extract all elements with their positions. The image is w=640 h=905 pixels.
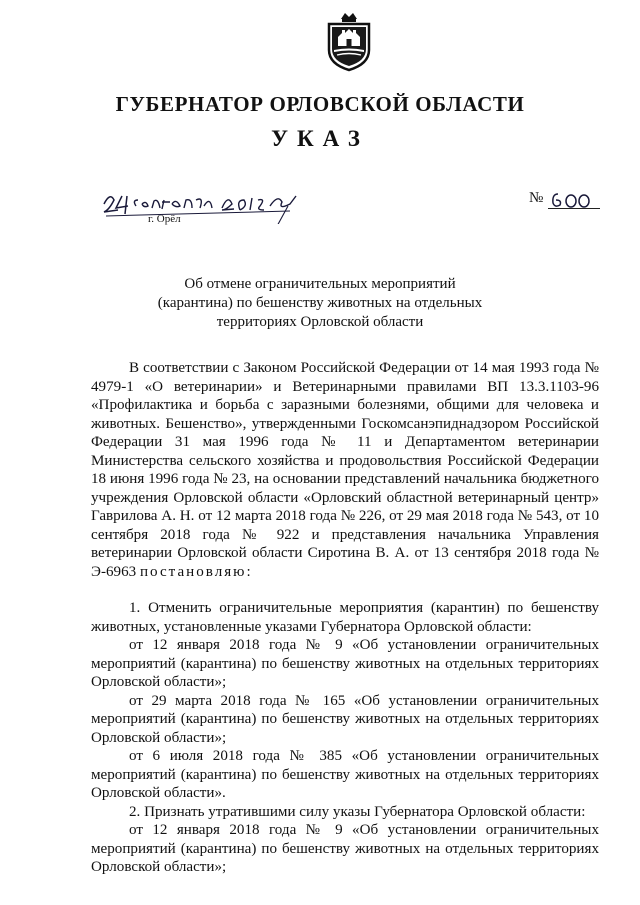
clause-2-item: от 12 января 2018 года № 9 «Об установлении ограничительных мероприятий (карантина) по бешенству животных на отдельных территориях Орловской области»;: [91, 822, 599, 875]
preamble-paragraph: [91, 359, 599, 581]
subject-line: (карантина) по бешенству животных на отдельных: [157, 295, 483, 311]
clause-1: 1. Отменить ограничительные мероприятия (карантин) по бешенству животных, установленные указами Губернатора Орловской области:: [91, 600, 599, 635]
subject-line: территориях Орловской области: [216, 314, 424, 330]
clause-1-item: от 12 января 2018 года № 9 «Об установлении ограничительных мероприятий (карантина) по бешенству животных на отдельных территориях Орловской области»;: [91, 637, 599, 690]
handwritten-number: [548, 186, 598, 210]
clause-1-item: от 6 июля 2018 года № 385 «Об установлении ограничительных мероприятий (карантина) по бешенству животных на отдельных территориях Орловской области».: [91, 748, 599, 801]
document-body: [91, 359, 599, 877]
place-of-issue: г. Орёл: [148, 213, 181, 225]
preamble-text: В соответствии с Законом Российской Федерации от 14 мая 1993 года № 4979-1 «О ветеринарии» и Ветеринарными правилами ВП 13.3.1103-96 «Профилактика и борьба с заразными болезнями, общими для человека и животных. Бешенство», утвержденными Госкомсанэпиднадзором Российской Федерации 31 мая 1996 года № 11 и Департаментом ветеринарии Министерства сельского хозяйства и продовольствия Российской Федерации 18 июня 1996 года № 23, на основании представлений начальника бюджетного учреждения Орловской области «Орловский областной ветеринарный центр» Гаврилова А. Н. от 12 марта 2018 года № 226, от 29 мая 2018 года № 543, от 10 сентября 2018 года № 922 и представления начальника Управления ветеринарии Орловской области Сиротина В. А. от 13 сентября 2018 года № Э-6963: [91, 360, 599, 580]
decree-word: постановляю:: [139, 563, 253, 580]
subject-line: Об отмене ограничительных мероприятий: [184, 276, 456, 292]
clause-2: 2. Признать утратившими силу указы Губернатора Орловской области:: [129, 803, 586, 820]
document-type: УКАЗ: [271, 126, 369, 151]
issuing-authority: ГУБЕРНАТОР ОРЛОВСКОЙ ОБЛАСТИ: [115, 92, 525, 116]
coat-of-arms-icon: [323, 10, 375, 72]
clause-1-item: от 29 марта 2018 года № 165 «Об установлении ограничительных мероприятий (карантина) по бешенству животных на отдельных территориях Орловской области»;: [91, 692, 599, 746]
number-underline: [548, 208, 600, 209]
number-label: №: [529, 190, 544, 206]
handwritten-date: [100, 184, 300, 224]
document-subject: [150, 275, 490, 332]
